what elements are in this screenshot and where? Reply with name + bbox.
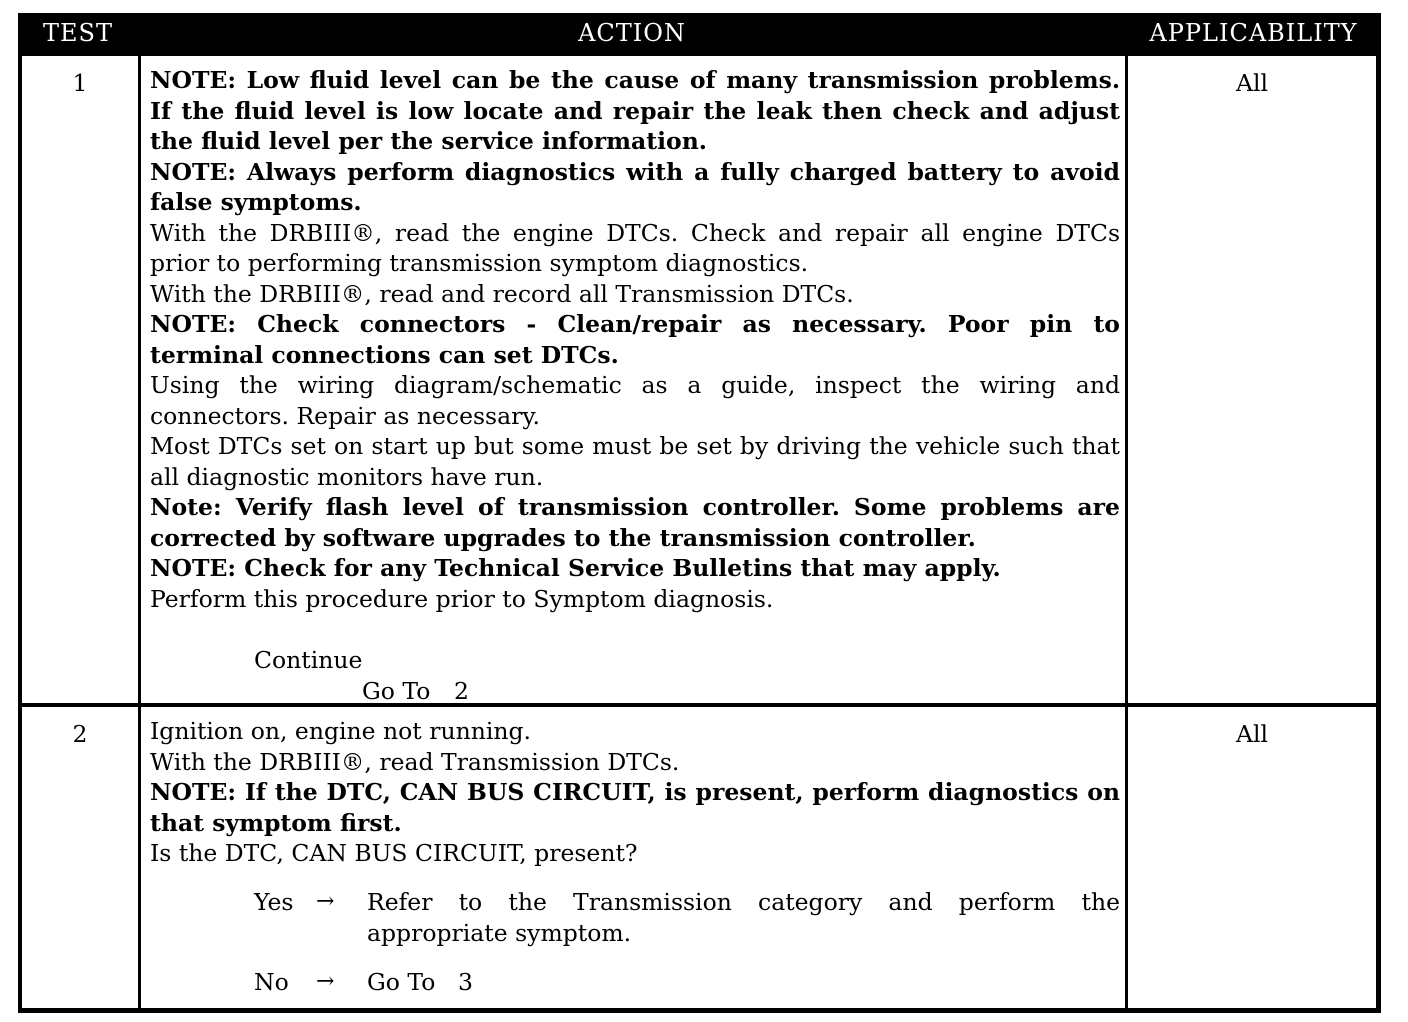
row1-paragraph: Perform this procedure prior to Symptom diagnosis. xyxy=(150,584,774,613)
row1-paragraph: NOTE: Always perform diagnostics with a fully charged battery to avoid false symptoms. xyxy=(150,157,1120,216)
no-goto-label: Go To xyxy=(367,968,436,996)
row1-paragraph: Using the wiring diagram/schematic as a guide, inspect the wiring and connectors. Repair as necessary. xyxy=(150,371,1120,430)
row1-applicability: All xyxy=(1235,69,1268,97)
row2-test-number: 2 xyxy=(72,720,88,748)
row2-test-cell xyxy=(22,707,138,1008)
row1-paragraph: Note: Verify flash level of transmission controller. Some problems are corrected by software upgrades to the transmission controller. xyxy=(150,493,1120,552)
yes-label: Yes xyxy=(254,888,294,916)
yes-arrow: → xyxy=(316,889,335,914)
no-arrow: → xyxy=(316,969,335,994)
row1-test-cell xyxy=(22,56,138,703)
row2-action-cell xyxy=(141,707,1125,1008)
row2-applicability-cell xyxy=(1128,707,1376,1008)
header-test: TEST xyxy=(43,19,113,47)
row1-paragraph: NOTE: Low fluid level can be the cause of many transmission problems. If the fluid level is low locate and repair the leak then check and adjust the fluid level per the service information. xyxy=(150,66,1120,155)
continue-label: Continue xyxy=(254,646,363,674)
header-applicability: APPLICABILITY xyxy=(1149,19,1358,47)
row2-paragraph: Ignition on, engine not running. xyxy=(150,717,532,745)
row1-paragraph: NOTE: Check connectors - Clean/repair as necessary. Poor pin to terminal connections can set DTCs. xyxy=(150,310,1120,369)
goto-label: Go To xyxy=(362,677,431,705)
row2-paragraph: With the DRBIII®, read Transmission DTCs. xyxy=(150,747,680,776)
row1-paragraph: Most DTCs set on start up but some must be set by driving the vehicle such that all diagnostic monitors have run. xyxy=(150,432,1120,491)
row1-paragraph: With the DRBIII®, read and record all Transmission DTCs. xyxy=(150,279,854,308)
row1-applicability-cell xyxy=(1128,56,1376,703)
diagnostic-table xyxy=(18,13,1381,1013)
row2-action-text xyxy=(150,716,1120,869)
no-label: No xyxy=(254,968,289,996)
row1-action-text xyxy=(150,65,1120,614)
row2-applicability: All xyxy=(1235,720,1268,748)
header-action: ACTION xyxy=(578,19,686,47)
row1-test-number: 1 xyxy=(72,69,88,97)
row1-paragraph: With the DRBIII®, read the engine DTCs. Check and repair all engine DTCs prior to performing transmission symptom diagnostics. xyxy=(150,218,1120,277)
goto-target: 2 xyxy=(454,677,469,705)
row2-paragraph: Is the DTC, CAN BUS CIRCUIT, present? xyxy=(150,839,638,867)
row2-paragraph: NOTE: If the DTC, CAN BUS CIRCUIT, is present, perform diagnostics on that symptom first. xyxy=(150,778,1120,837)
row1-action-cell xyxy=(141,56,1125,703)
no-goto-target: 3 xyxy=(458,968,473,996)
row1-paragraph: NOTE: Check for any Technical Service Bulletins that may apply. xyxy=(150,554,1001,582)
yes-result: Refer to the Transmission category and perform the appropriate symptom. xyxy=(367,888,1120,947)
